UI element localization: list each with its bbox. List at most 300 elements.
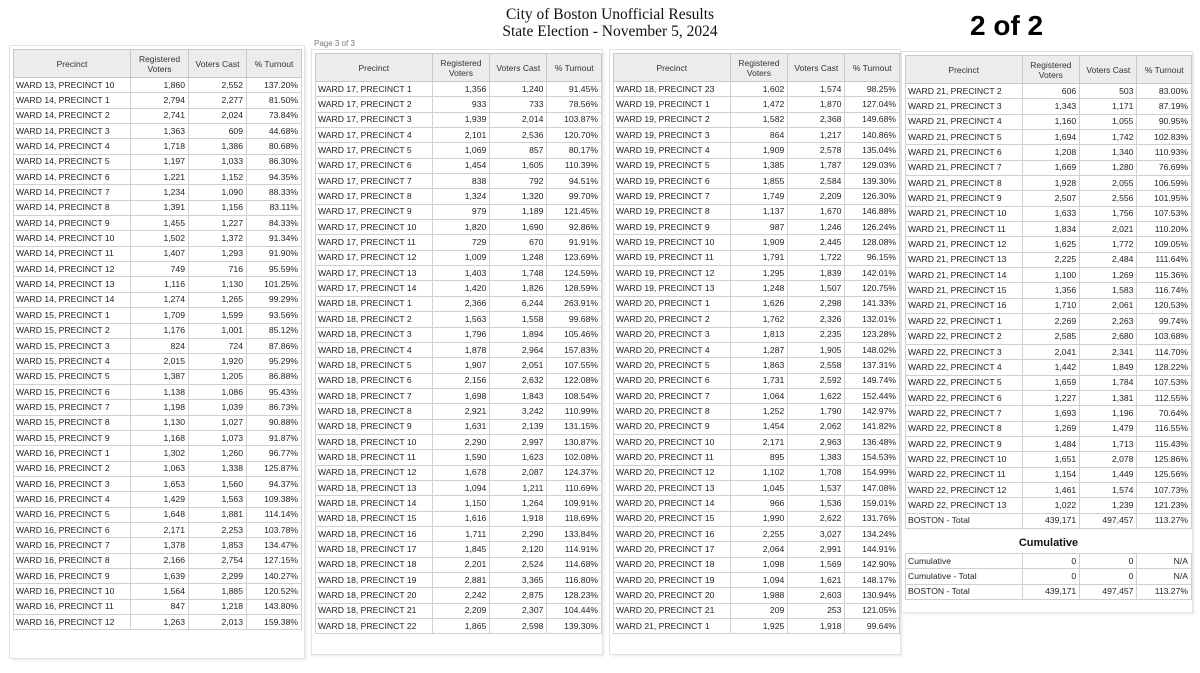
precinct-cell: WARD 19, PRECINCT 12: [614, 266, 731, 281]
cast-cell: 0: [1080, 569, 1137, 584]
precinct-cell: WARD 18, PRECINCT 17: [316, 542, 433, 557]
precinct-cell: WARD 14, PRECINCT 9: [14, 216, 131, 231]
precinct-cell: WARD 18, PRECINCT 16: [316, 526, 433, 541]
table-row: [316, 235, 602, 250]
table-row: [316, 542, 602, 557]
precinct-cell: WARD 20, PRECINCT 19: [614, 573, 731, 588]
table-row: [614, 526, 900, 541]
precinct-cell: WARD 14, PRECINCT 14: [14, 292, 131, 307]
table-row: [14, 430, 302, 445]
registered-cell: 1,731: [730, 373, 788, 388]
cast-cell: 2,603: [788, 588, 845, 603]
table-row: [316, 557, 602, 572]
turnout-cell: 86.30%: [247, 154, 302, 169]
turnout-cell: 94.35%: [247, 170, 302, 185]
cast-cell: 1,787: [788, 158, 845, 173]
precinct-cell: WARD 22, PRECINCT 2: [906, 329, 1023, 344]
cast-cell: 2,021: [1080, 222, 1137, 237]
table-row: [906, 160, 1192, 175]
precinct-cell: WARD 13, PRECINCT 10: [14, 78, 131, 93]
turnout-cell: 121.45%: [547, 204, 602, 219]
cast-cell: 1,563: [189, 492, 247, 507]
turnout-cell: 120.52%: [247, 584, 302, 599]
registered-cell: 1,324: [432, 189, 490, 204]
turnout-cell: 152.44%: [845, 388, 900, 403]
cast-cell: 857: [490, 143, 547, 158]
table-row: [614, 496, 900, 511]
precinct-cell: WARD 17, PRECINCT 9: [316, 204, 433, 219]
turnout-cell: 131.76%: [845, 511, 900, 526]
table-row: [906, 406, 1192, 421]
column-header-precinct: Precinct: [614, 54, 731, 82]
table-row: [614, 112, 900, 127]
precinct-cell: WARD 16, PRECINCT 1: [14, 446, 131, 461]
turnout-cell: 93.56%: [247, 308, 302, 323]
table-row: [906, 268, 1192, 283]
table-row: [614, 557, 900, 572]
cast-cell: 2,013: [189, 615, 247, 630]
table-row: [614, 358, 900, 373]
turnout-cell: 126.30%: [845, 189, 900, 204]
registered-cell: 2,209: [432, 603, 490, 618]
precinct-cell: WARD 19, PRECINCT 5: [614, 158, 731, 173]
registered-cell: 2,269: [1022, 314, 1080, 329]
registered-cell: 1,069: [432, 143, 490, 158]
precinct-cell: BOSTON - Total: [906, 513, 1023, 528]
cast-cell: 1,260: [189, 446, 247, 461]
turnout-cell: 148.17%: [845, 573, 900, 588]
registered-cell: 1,925: [730, 619, 788, 634]
table-row: [14, 108, 302, 123]
precinct-cell: WARD 18, PRECINCT 13: [316, 480, 433, 495]
registered-cell: 1,274: [131, 292, 189, 307]
registered-cell: 1,863: [730, 358, 788, 373]
column-header-precinct: Precinct: [316, 54, 433, 82]
table-row: [316, 388, 602, 403]
table-row: [316, 204, 602, 219]
table-row: [316, 450, 602, 465]
table-row: [316, 189, 602, 204]
table-row: [614, 542, 900, 557]
turnout-cell: 136.48%: [845, 434, 900, 449]
precinct-cell: WARD 16, PRECINCT 11: [14, 599, 131, 614]
table-row: [14, 538, 302, 553]
table-row: [316, 220, 602, 235]
registered-cell: 1,227: [1022, 390, 1080, 405]
cast-cell: 1,156: [189, 200, 247, 215]
registered-cell: 1,616: [432, 511, 490, 526]
turnout-cell: 128.59%: [547, 281, 602, 296]
precinct-cell: WARD 17, PRECINCT 1: [316, 82, 433, 97]
precinct-cell: WARD 14, PRECINCT 6: [14, 170, 131, 185]
precinct-cell: WARD 16, PRECINCT 10: [14, 584, 131, 599]
turnout-cell: 109.91%: [547, 496, 602, 511]
turnout-cell: 123.28%: [845, 327, 900, 342]
cast-cell: 1,843: [490, 388, 547, 403]
table-row: [14, 599, 302, 614]
table-row: [906, 206, 1192, 221]
registered-cell: 1,633: [1022, 206, 1080, 221]
table-row: [614, 480, 900, 495]
table-row: [906, 222, 1192, 237]
turnout-cell: 95.59%: [247, 262, 302, 277]
cast-cell: 2,024: [189, 108, 247, 123]
turnout-cell: 83.00%: [1137, 84, 1192, 99]
registered-cell: 1,198: [131, 400, 189, 415]
turnout-cell: 44.68%: [247, 124, 302, 139]
precinct-cell: WARD 19, PRECINCT 3: [614, 128, 731, 143]
cast-cell: 1,227: [189, 216, 247, 231]
registered-cell: 1,407: [131, 246, 189, 261]
precinct-cell: WARD 19, PRECINCT 2: [614, 112, 731, 127]
registered-cell: 1,762: [730, 312, 788, 327]
precinct-cell: WARD 19, PRECINCT 6: [614, 174, 731, 189]
cast-cell: 1,690: [490, 220, 547, 235]
cast-cell: 1,211: [490, 480, 547, 495]
turnout-cell: 110.93%: [1137, 145, 1192, 160]
registered-cell: 1,718: [131, 139, 189, 154]
column-header-turnout: % Turnout: [1137, 56, 1192, 84]
turnout-cell: 128.23%: [547, 588, 602, 603]
turnout-cell: 116.74%: [1137, 283, 1192, 298]
table-row: [14, 154, 302, 169]
registered-cell: 933: [432, 97, 490, 112]
turnout-cell: 116.55%: [1137, 421, 1192, 436]
table-row: [14, 277, 302, 292]
registered-cell: 1,502: [131, 231, 189, 246]
precinct-cell: WARD 22, PRECINCT 11: [906, 467, 1023, 482]
precinct-cell: WARD 21, PRECINCT 12: [906, 237, 1023, 252]
registered-cell: 2,794: [131, 93, 189, 108]
precinct-cell: WARD 20, PRECINCT 5: [614, 358, 731, 373]
turnout-cell: 114.91%: [547, 542, 602, 557]
registered-cell: 1,378: [131, 538, 189, 553]
precinct-cell: WARD 20, PRECINCT 1: [614, 296, 731, 311]
column-header-precinct: Precinct: [14, 50, 131, 78]
turnout-cell: 105.46%: [547, 327, 602, 342]
precinct-cell: WARD 21, PRECINCT 9: [906, 191, 1023, 206]
section-heading-row: [906, 535, 1192, 554]
page-clip-label: Page 3 of 3: [314, 39, 355, 48]
cast-cell: 1,784: [1080, 375, 1137, 390]
cast-cell: 1,449: [1080, 467, 1137, 482]
turnout-cell: 112.55%: [1137, 390, 1192, 405]
precinct-cell: WARD 22, PRECINCT 13: [906, 498, 1023, 513]
registered-cell: 2,166: [131, 553, 189, 568]
registered-cell: 1,100: [1022, 268, 1080, 283]
registered-cell: 2,015: [131, 354, 189, 369]
precinct-cell: WARD 17, PRECINCT 7: [316, 174, 433, 189]
precinct-cell: WARD 16, PRECINCT 7: [14, 538, 131, 553]
cast-cell: 1,338: [189, 461, 247, 476]
cast-cell: 2,584: [788, 174, 845, 189]
table-row: [614, 465, 900, 480]
registered-cell: 1,820: [432, 220, 490, 235]
cast-cell: 1,574: [788, 82, 845, 97]
table-row: [14, 139, 302, 154]
turnout-cell: 120.75%: [845, 281, 900, 296]
registered-cell: 1,796: [432, 327, 490, 342]
registered-cell: 1,454: [432, 158, 490, 173]
table-row: [614, 342, 900, 357]
cast-cell: 2,680: [1080, 329, 1137, 344]
cast-cell: 1,218: [189, 599, 247, 614]
cast-cell: 2,341: [1080, 344, 1137, 359]
registered-cell: 1,150: [432, 496, 490, 511]
precinct-cell: WARD 18, PRECINCT 22: [316, 619, 433, 634]
cast-cell: 733: [490, 97, 547, 112]
precinct-cell: WARD 18, PRECINCT 21: [316, 603, 433, 618]
turnout-cell: 86.73%: [247, 400, 302, 415]
turnout-cell: 99.70%: [547, 189, 602, 204]
turnout-cell: 99.74%: [1137, 314, 1192, 329]
precinct-cell: WARD 14, PRECINCT 8: [14, 200, 131, 215]
column-header-turnout: % Turnout: [845, 54, 900, 82]
precinct-cell: WARD 17, PRECINCT 14: [316, 281, 433, 296]
precinct-cell: WARD 15, PRECINCT 6: [14, 384, 131, 399]
cast-cell: 1,280: [1080, 160, 1137, 175]
turnout-cell: 102.83%: [1137, 130, 1192, 145]
turnout-cell: 70.64%: [1137, 406, 1192, 421]
column-header-turnout: % Turnout: [247, 50, 302, 78]
cast-cell: 1,670: [788, 204, 845, 219]
turnout-cell: 122.08%: [547, 373, 602, 388]
column-header-registered: Registered Voters: [730, 54, 788, 82]
table-row: [316, 404, 602, 419]
cast-cell: 1,090: [189, 185, 247, 200]
precinct-cell: WARD 18, PRECINCT 10: [316, 434, 433, 449]
registered-cell: 1,160: [1022, 114, 1080, 129]
precinct-cell: WARD 20, PRECINCT 7: [614, 388, 731, 403]
table-row: [14, 262, 302, 277]
precinct-cell: WARD 22, PRECINCT 9: [906, 436, 1023, 451]
cast-cell: 2,209: [788, 189, 845, 204]
cast-cell: 2,875: [490, 588, 547, 603]
cast-cell: 1,152: [189, 170, 247, 185]
registered-cell: 1,625: [1022, 237, 1080, 252]
turnout-cell: 125.86%: [1137, 452, 1192, 467]
table-row: [316, 526, 602, 541]
registered-cell: 1,208: [1022, 145, 1080, 160]
table-row: [614, 312, 900, 327]
precinct-cell: WARD 14, PRECINCT 7: [14, 185, 131, 200]
precinct-cell: WARD 17, PRECINCT 2: [316, 97, 433, 112]
cast-cell: 1,905: [788, 342, 845, 357]
cast-cell: 2,055: [1080, 176, 1137, 191]
precinct-cell: WARD 17, PRECINCT 8: [316, 189, 433, 204]
registered-cell: 1,990: [730, 511, 788, 526]
cast-cell: 1,853: [189, 538, 247, 553]
precinct-cell: WARD 18, PRECINCT 5: [316, 358, 433, 373]
table-row: [316, 434, 602, 449]
cast-cell: 2,014: [490, 112, 547, 127]
turnout-cell: 88.33%: [247, 185, 302, 200]
registered-cell: 1,709: [131, 308, 189, 323]
turnout-cell: 120.70%: [547, 128, 602, 143]
cast-cell: 1,248: [490, 250, 547, 265]
turnout-cell: 263.91%: [547, 296, 602, 311]
registered-cell: 987: [730, 220, 788, 235]
table-row: [316, 465, 602, 480]
cast-cell: 503: [1080, 84, 1137, 99]
cast-cell: 1,264: [490, 496, 547, 511]
registered-cell: 1,176: [131, 323, 189, 338]
precinct-cell: WARD 16, PRECINCT 8: [14, 553, 131, 568]
precinct-cell: WARD 22, PRECINCT 4: [906, 360, 1023, 375]
precinct-cell: WARD 17, PRECINCT 13: [316, 266, 433, 281]
table-row: [14, 569, 302, 584]
cast-cell: 1,870: [788, 97, 845, 112]
turnout-cell: 132.01%: [845, 312, 900, 327]
registered-cell: 2,507: [1022, 191, 1080, 206]
turnout-cell: 128.22%: [1137, 360, 1192, 375]
cast-cell: 792: [490, 174, 547, 189]
table-row: [906, 99, 1192, 114]
turnout-cell: 115.43%: [1137, 436, 1192, 451]
precinct-cell: WARD 18, PRECINCT 23: [614, 82, 731, 97]
registered-cell: 1,154: [1022, 467, 1080, 482]
table-row: [906, 237, 1192, 252]
precinct-cell: WARD 16, PRECINCT 3: [14, 476, 131, 491]
registered-cell: 966: [730, 496, 788, 511]
precinct-cell: WARD 20, PRECINCT 13: [614, 480, 731, 495]
cast-cell: 1,383: [788, 450, 845, 465]
cast-cell: 1,320: [490, 189, 547, 204]
cast-cell: 1,574: [1080, 482, 1137, 497]
registered-cell: 1,269: [1022, 421, 1080, 436]
title-line-2: State Election - November 5, 2024: [502, 23, 718, 40]
results-page-3: [610, 50, 900, 654]
turnout-cell: 96.15%: [845, 250, 900, 265]
turnout-cell: 134.47%: [247, 538, 302, 553]
cast-cell: 3,365: [490, 573, 547, 588]
turnout-cell: 95.43%: [247, 384, 302, 399]
cast-cell: 2,307: [490, 603, 547, 618]
registered-cell: 1,484: [1022, 436, 1080, 451]
turnout-cell: 114.14%: [247, 507, 302, 522]
column-header-cast: Voters Cast: [490, 54, 547, 82]
precinct-cell: WARD 18, PRECINCT 19: [316, 573, 433, 588]
table-row: [906, 452, 1192, 467]
table-row: [14, 338, 302, 353]
precinct-cell: WARD 20, PRECINCT 11: [614, 450, 731, 465]
turnout-cell: 125.87%: [247, 461, 302, 476]
cast-cell: 2,368: [788, 112, 845, 127]
cast-cell: 2,290: [490, 526, 547, 541]
table-row: [14, 553, 302, 568]
registered-cell: 1,116: [131, 277, 189, 292]
registered-cell: 2,156: [432, 373, 490, 388]
cast-cell: 724: [189, 338, 247, 353]
table-row: [14, 216, 302, 231]
table-row: [14, 200, 302, 215]
registered-cell: 1,582: [730, 112, 788, 127]
turnout-cell: 147.08%: [845, 480, 900, 495]
precinct-cell: WARD 19, PRECINCT 9: [614, 220, 731, 235]
precinct-cell: WARD 18, PRECINCT 7: [316, 388, 433, 403]
precinct-cell: WARD 20, PRECINCT 8: [614, 404, 731, 419]
precinct-cell: WARD 20, PRECINCT 10: [614, 434, 731, 449]
precinct-cell: WARD 20, PRECINCT 20: [614, 588, 731, 603]
precinct-cell: WARD 21, PRECINCT 16: [906, 298, 1023, 313]
table-row: [316, 603, 602, 618]
table-row: [906, 283, 1192, 298]
cast-cell: 1,217: [788, 128, 845, 143]
precinct-cell: WARD 22, PRECINCT 8: [906, 421, 1023, 436]
precinct-cell: WARD 18, PRECINCT 8: [316, 404, 433, 419]
turnout-cell: 127.04%: [845, 97, 900, 112]
table-row: [906, 84, 1192, 99]
table-row: [316, 97, 602, 112]
precinct-cell: WARD 19, PRECINCT 11: [614, 250, 731, 265]
cast-cell: 1,839: [788, 266, 845, 281]
precinct-cell: WARD 14, PRECINCT 4: [14, 139, 131, 154]
table-row: [906, 329, 1192, 344]
precinct-cell: WARD 17, PRECINCT 3: [316, 112, 433, 127]
table-row: [906, 252, 1192, 267]
registered-cell: 1,138: [131, 384, 189, 399]
cast-cell: 2,578: [788, 143, 845, 158]
cast-cell: 1,269: [1080, 268, 1137, 283]
table-row: [316, 250, 602, 265]
registered-cell: 2,290: [432, 434, 490, 449]
registered-cell: 2,255: [730, 526, 788, 541]
turnout-cell: 83.11%: [247, 200, 302, 215]
precinct-cell: WARD 16, PRECINCT 12: [14, 615, 131, 630]
table-row: [316, 342, 602, 357]
precinct-cell: WARD 20, PRECINCT 21: [614, 603, 731, 618]
turnout-cell: 107.53%: [1137, 375, 1192, 390]
cast-cell: 1,894: [490, 327, 547, 342]
table-row: [14, 292, 302, 307]
registered-cell: 1,710: [1022, 298, 1080, 313]
precinct-cell: WARD 20, PRECINCT 18: [614, 557, 731, 572]
precinct-cell: WARD 18, PRECINCT 20: [316, 588, 433, 603]
registered-cell: 1,403: [432, 266, 490, 281]
table-row: [614, 281, 900, 296]
cast-cell: 2,558: [788, 358, 845, 373]
precinct-cell: WARD 20, PRECINCT 6: [614, 373, 731, 388]
turnout-cell: 154.99%: [845, 465, 900, 480]
cast-cell: 1,920: [189, 354, 247, 369]
results-page-4: [902, 52, 1192, 612]
cast-cell: 1,623: [490, 450, 547, 465]
cast-cell: 2,964: [490, 342, 547, 357]
registered-cell: 1,659: [1022, 375, 1080, 390]
registered-cell: 1,988: [730, 588, 788, 603]
precinct-cell: WARD 22, PRECINCT 1: [906, 314, 1023, 329]
cast-cell: 2,299: [189, 569, 247, 584]
cast-cell: 2,622: [788, 511, 845, 526]
precinct-cell: WARD 16, PRECINCT 5: [14, 507, 131, 522]
registered-cell: 749: [131, 262, 189, 277]
precinct-cell: WARD 21, PRECINCT 8: [906, 176, 1023, 191]
turnout-cell: 91.90%: [247, 246, 302, 261]
turnout-cell: 107.53%: [1137, 206, 1192, 221]
cast-cell: 1,558: [490, 312, 547, 327]
turnout-cell: 103.87%: [547, 112, 602, 127]
precinct-cell: WARD 21, PRECINCT 13: [906, 252, 1023, 267]
registered-cell: 1,356: [1022, 283, 1080, 298]
registered-cell: 1,590: [432, 450, 490, 465]
turnout-cell: 130.87%: [547, 434, 602, 449]
turnout-cell: 110.69%: [547, 480, 602, 495]
registered-cell: 729: [432, 235, 490, 250]
turnout-cell: 140.27%: [247, 569, 302, 584]
table-row: [14, 93, 302, 108]
registered-cell: 1,845: [432, 542, 490, 557]
table-row: [614, 296, 900, 311]
